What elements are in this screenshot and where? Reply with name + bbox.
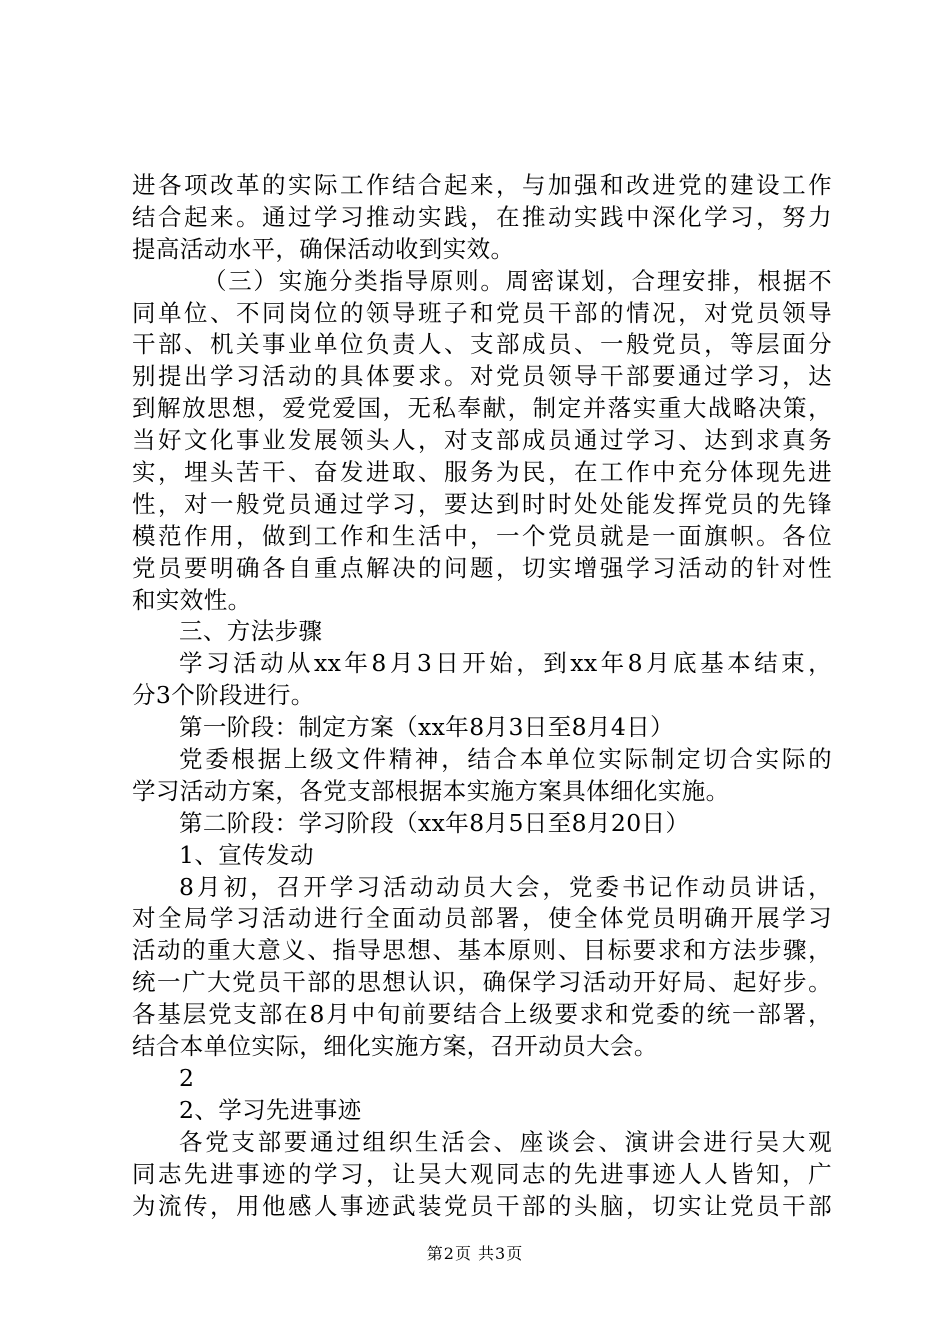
stage-heading: 第一阶段：制定方案（xx年8月3日至8月4日） — [179, 713, 675, 742]
subsection-heading: 2、学习先进事迹 — [179, 1095, 362, 1124]
text-line: 进各项改革的实际工作结合起来，与加强和改进党的建设工作 — [132, 171, 832, 199]
text-line: 性，对一般党员通过学习，要达到时时处处能发挥党员的先锋 — [132, 489, 832, 518]
text-line: 实，埋头苦干、奋发进取、服务为民，在工作中充分体现先进 — [132, 458, 832, 487]
text-line: 干部、机关事业单位负责人、支部成员、一般党员，等层面分 — [132, 330, 832, 359]
page-footer — [0, 1244, 950, 1264]
text-line: 结合本单位实际，细化实施方案，召开动员大会。 — [132, 1032, 658, 1061]
text-line: 模范作用，做到工作和生活中，一个党员就是一面旗帜。各位 — [132, 521, 832, 550]
subsection-heading: 1、宣传发动 — [179, 840, 314, 869]
inline-page-number: 2 — [179, 1063, 195, 1092]
text-line: 党员要明确各自重点解决的问题，切实增强学习活动的针对性 — [132, 553, 832, 582]
text-line: 各基层党支部在8月中旬前要结合上级要求和党委的统一部署， — [132, 1000, 832, 1029]
text-line: 结合起来。通过学习推动实践，在推动实践中深化学习，努力 — [132, 202, 832, 231]
text-line: 党委根据上级文件精神，结合本单位实际制定切合实际的 — [179, 745, 832, 774]
text-line: 各党支部要通过组织生活会、座谈会、演讲会进行吴大观 — [179, 1127, 832, 1156]
text-line: 统一广大党员干部的思想认识，确保学习活动开好局、起好步。 — [132, 968, 832, 997]
section-heading: 三、方法步骤 — [179, 617, 323, 646]
text-line: 当好文化事业发展领头人，对支部成员通过学习、达到求真务 — [132, 426, 832, 455]
text-line: 提高活动水平，确保活动收到实效。 — [132, 234, 515, 263]
text-line: 8月初，召开学习活动动员大会，党委书记作动员讲话， — [179, 872, 832, 901]
text-line: 和实效性。 — [132, 585, 252, 614]
document-body — [132, 170, 832, 1222]
text-line: 到解放思想，爱党爱国，无私奉献，制定并落实重大战略决策， — [132, 394, 832, 423]
text-line: 学习活动从xx年8月3日开始，到xx年8月底基本结束， — [179, 649, 832, 678]
text-line: 活动的重大意义、指导思想、基本原则、目标要求和方法步骤， — [132, 936, 832, 965]
page-indicator: 第2页 共3页 — [426, 1244, 524, 1263]
text-line: 同志先进事迹的学习，让吴大观同志的先进事迹人人皆知，广 — [132, 1159, 832, 1188]
text-line: 学习活动方案，各党支部根据本实施方案具体细化实施。 — [132, 776, 730, 805]
text-line: 对全局学习活动进行全面动员部署，使全体党员明确开展学习 — [132, 904, 832, 933]
text-line: （三）实施分类指导原则。周密谋划，合理安排，根据不 — [203, 266, 832, 295]
text-line: 同单位、不同岗位的领导班子和党员干部的情况，对党员领导 — [132, 298, 832, 327]
stage-heading: 第二阶段：学习阶段（xx年8月5日至8月20日） — [179, 808, 690, 837]
text-line: 为流传，用他感人事迹武装党员干部的头脑，切实让党员干部 — [132, 1191, 832, 1220]
text-line: 分3个阶段进行。 — [132, 681, 315, 710]
text-line: 别提出学习活动的具体要求。对党员领导干部要通过学习，达 — [132, 362, 832, 391]
